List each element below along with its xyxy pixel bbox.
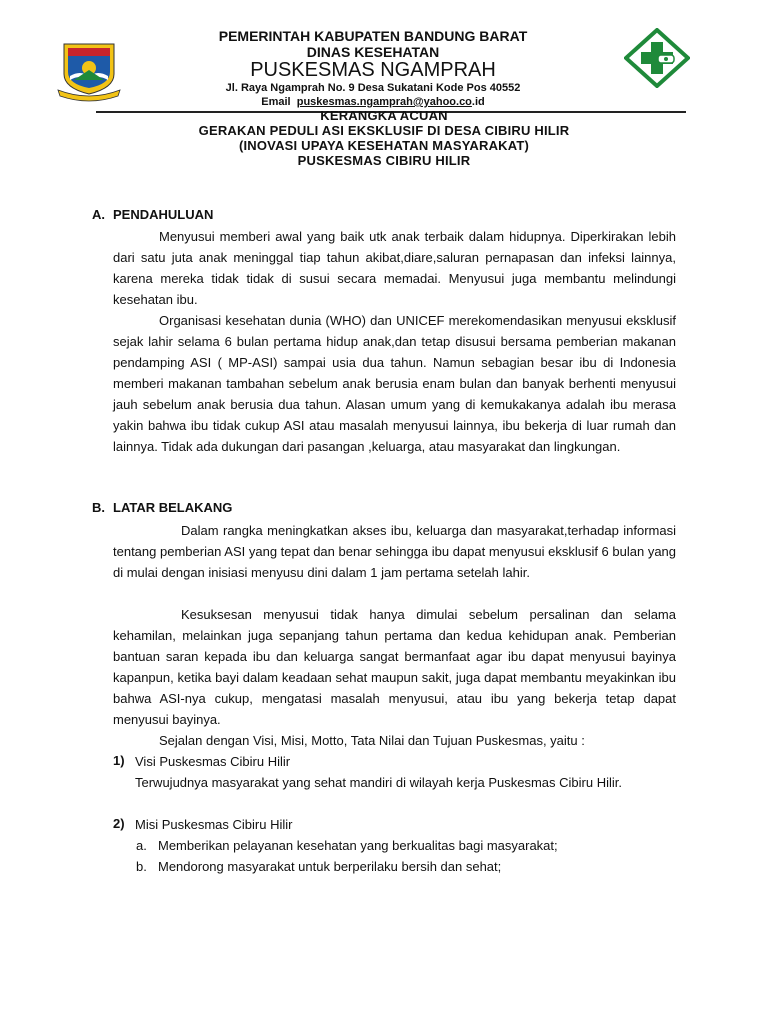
email-label: Email <box>261 96 291 108</box>
header-department: DINAS KESEHATAN <box>306 44 440 60</box>
section-a-num: A. <box>92 207 105 222</box>
kbb-crest-logo <box>56 40 122 102</box>
sublist-item-a-num: a. <box>136 838 147 853</box>
sublist-item-b-num: b. <box>136 859 147 874</box>
header-institution: PUSKESMAS NGAMPRAH <box>250 59 496 81</box>
doc-title-3: (INOVASI UPAYA KESEHATAN MASYARAKAT) <box>238 138 530 153</box>
section-b-num: B. <box>92 500 105 515</box>
section-b-title: LATAR BELAKANG <box>113 500 233 515</box>
section-b-paragraph-3: Sejalan dengan Visi, Misi, Motto, Tata Nilai dan Tujuan Puskesmas, yaitu : <box>159 733 585 748</box>
doc-title-1: KERANGKA ACUAN <box>320 108 448 123</box>
section-b-paragraph-1: Dalam rangka meningkatkan akses ibu, keluarga dan masyarakat,terhadap informasi tentang pemberian ASI yang tepat dan benar sehingga ibu dapat menyusui eksklusif 6 bulan yang di mulai dengan inisiasi menyusu dini dalam 1 jam pertama setelah lahir. <box>113 523 677 580</box>
list-item-1-label: Visi Puskesmas Cibiru Hilir <box>135 754 291 769</box>
list-item-2-label: Misi Puskesmas Cibiru Hilir <box>135 817 293 832</box>
section-a-title: PENDAHULUAN <box>113 207 214 222</box>
section-b-heading <box>92 500 232 515</box>
email-suffix: .id <box>471 96 485 108</box>
sublist-item-a-text: Memberikan pelayanan kesehatan yang berkualitas bagi masyarakat; <box>158 838 558 853</box>
section-b-paragraph-2: Kesuksesan menyusui tidak hanya dimulai sebelum persalinan dan selama kehamilan, melainkan juga sepanjang tahun pertama dan kedua kehidupan anak. Pemberian bantuan saran kepada ibu dan keluarga sangat bermanfaat agar ibu dapat menyusui bayinya kapanpun, ketika bayi dalam keadaan sehat maupun sakit, juga dapat membantu meyakinkan ibu bahwa ASI-nya cukup, mengatasi masalah menyusui, atau ibu yang bekerja tetap dapat menyusui bayinya. <box>113 607 676 727</box>
list-item-2-num: 2) <box>113 816 125 831</box>
list-item-1-text: Terwujudnya masyarakat yang sehat mandiri di wilayah kerja Puskesmas Cibiru Hilir. <box>135 775 622 790</box>
section-a-paragraph-1: Menyusui memberi awal yang baik utk anak terbaik dalam hidupnya. Diperkirakan lebih dari satu juta anak meninggal tiap tahun akibat,diare,saluran pernapasan dan infeksi lainnya, karena mereka tidak tidak di susui secara memadai. Menyusui juga membantu melindungi kesehatan ibu. <box>113 229 676 307</box>
puskesmas-logo <box>624 28 690 88</box>
doc-title-4: PUSKESMAS CIBIRU HILIR <box>297 153 471 168</box>
sublist-item-b-text: Mendorong masyarakat untuk berperilaku bersih dan sehat; <box>158 859 502 874</box>
header-government: PEMERINTAH KABUPATEN BANDUNG BARAT <box>218 28 528 44</box>
list-item-1-num: 1) <box>113 753 125 768</box>
header-email-line <box>168 96 578 108</box>
header-address: Jl. Raya Ngamprah No. 9 Desa Sukatani Kode Pos 40552 <box>225 82 521 94</box>
section-a-paragraph-2: Organisasi kesehatan dunia (WHO) dan UNICEF merekomendasikan menyusui eksklusif sejak lahir selama 6 bulan pertama hidup anak,dan tetap disusui bersama pemberian makanan pendamping ASI ( MP-ASI) sampai usia dua tahun. Namun sebagian besar ibu di Indonesia memberi makanan tambahan sebelum anak berusia enam bulan dan banyak berhenti menyusui jauh sebelum anak berusia dua tahun. Alasan umum yang di kemukakanya adalah ibu merasa yakin bahwa ibu tidak cukup ASI atau masalah menyusui lainnya, ibu bekerja di luar rumah dan lainnya. Tidak ada dukungan dari pasangan ,keluarga, atau masyarakat dan lingkungan. <box>113 313 676 454</box>
email-link[interactable]: puskesmas.ngamprah@yahoo.co <box>296 96 472 108</box>
doc-title-2: GERAKAN PEDULI ASI EKSKLUSIF DI DESA CIBIRU HILIR <box>198 123 570 138</box>
section-a-heading <box>92 207 213 222</box>
